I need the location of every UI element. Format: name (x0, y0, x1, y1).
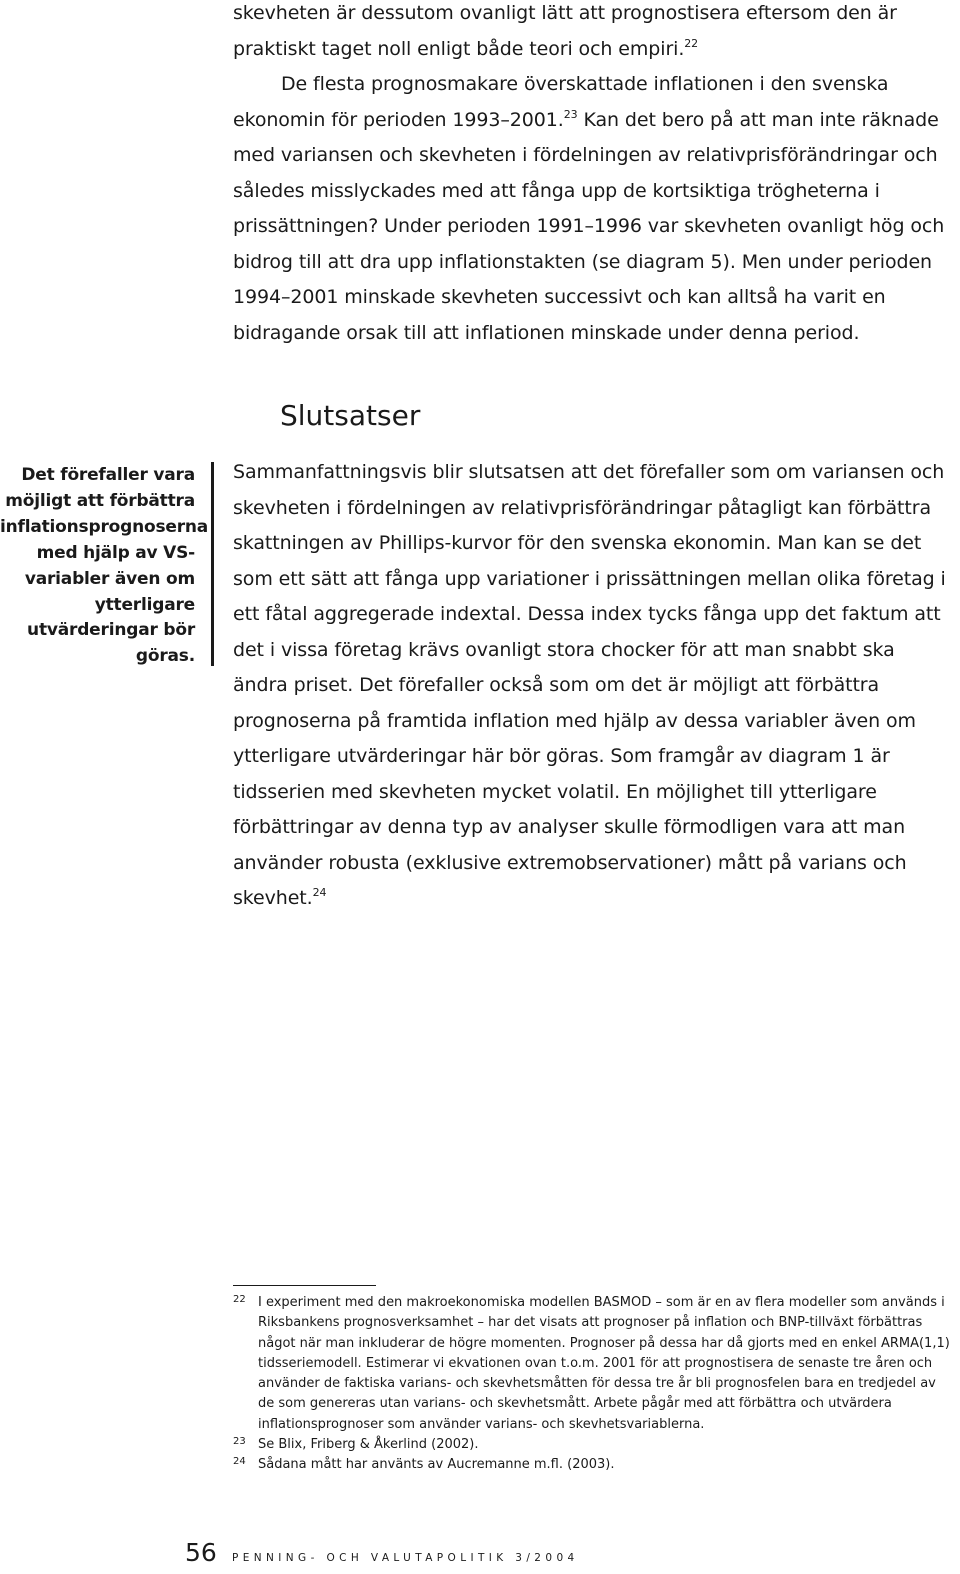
footnote-23 (233, 1435, 955, 1455)
conclusion-text (233, 455, 955, 917)
intro-paragraph-2 (233, 67, 955, 351)
footnote-ref-23[interactable]: 23 (563, 107, 578, 121)
pull-quote-rule (211, 462, 214, 666)
intro-paragraph-2-text-a: De flesta prognosmakare överskattade inflationen i den svenska ekonomin för perioden 1993–2001. (233, 73, 889, 131)
footnote-ref-22[interactable]: 22 (684, 36, 699, 50)
footnote-text: I experiment med den makroekonomiska modellen BASMOD – som är en av flera modeller som används i Riksbankens prognosverksamhet – har det visats att prognoser på inflation och BNP-tillväxt förbättras något när man inkluderar de högre momenten. Prognoser på dessa har då gjorts med en enkel ARMA(1,1) tidsseriemodell. Estimerar vi ekvationen ovan t.o.m. 2001 för att prognostisera de senaste tre åren och använder de faktiska varians- och skevhetsmåtten för dessa tre år bli prognosfelen bara en tredjedel av de som genereras utan varians- och skevhetsmått. Arbete pågår med att förbättra och utvärdera inflationsprognoser som använder varians- och skevhetsvariablerna. (258, 1295, 950, 1432)
intro-paragraph-2-text-b: Kan det bero på att man inte räknade med variansen och skevheten i fördelningen av relativprisförändringar och således misslyckades med att fånga upp de kortsiktiga trögheterna i prissättningen? Under perioden 1991–1996 var skevheten ovanligt hög och bidrog till att dra upp inflationstakten (se diagram 5). Men under perioden 1994–2001 minskade skevheten successivt och kan alltså ha varit en bidragande orsak till att inflationen minskade under denna period. (233, 108, 945, 344)
page-number: 56 (185, 1538, 217, 1567)
footnote-number: 22 (233, 1294, 246, 1305)
footnotes (233, 1293, 955, 1476)
section-heading: Slutsatser (280, 399, 421, 432)
footnote-number: 24 (233, 1456, 246, 1468)
page-footer (185, 1538, 579, 1568)
footnote-rule (233, 1285, 376, 1286)
intro-paragraph-1-text: skevheten är dessutom ovanligt lätt att prognostisera eftersom den är praktiskt taget noll enligt både teori och empiri. (233, 2, 897, 60)
footnote-24 (233, 1455, 955, 1475)
running-title: PENNING- OCH VALUTAPOLITIK 3/2004 (232, 1552, 579, 1564)
intro-paragraph-1 (233, 0, 955, 67)
footnote-text: Sådana mått har använts av Aucremanne m.fl. (2003). (258, 1457, 615, 1473)
footnote-number: 23 (233, 1436, 246, 1448)
conclusion-paragraph (233, 455, 955, 917)
footnote-text: Se Blix, Friberg & Åkerlind (2002). (258, 1437, 479, 1453)
pull-quote: Det förefaller vara möjligt att förbättra inflationsprognoserna med hjälp av VS-variabler även om ytterligare utvärderingar bör göras. (0, 465, 209, 667)
footnote-22 (233, 1293, 955, 1435)
conclusion-paragraph-text: Sammanfattningsvis blir slutsatsen att det förefaller som om variansen och skevheten i fördelningen av relativprisförändringar påtagligt kan förbättra skattningen av Phillips-kurvor för den svenska ekonomin. Man kan se det som ett sätt att fånga upp variationer i prissättningen mellan olika företag i ett fåtal aggregerade indextal. Dessa index tycks fånga upp det faktum att det i vissa företag krävs ovanligt stora chocker för att man snabbt ska ändra priset. Det förefaller också som om det är möjligt att förbättra prognoserna på framtida inflation med hjälp av dessa variabler även om ytterligare utvärderingar här bör göras. Som framgår av diagram 1 är tidsserien med skevheten mycket volatil. En möjlighet till ytterligare förbättringar av denna typ av analyser skulle förmodligen vara att man använder robusta (exklusive extremobservationer) mått på varians och skevhet. (233, 461, 946, 909)
intro-text (233, 0, 955, 351)
footnote-ref-24[interactable]: 24 (312, 886, 327, 899)
